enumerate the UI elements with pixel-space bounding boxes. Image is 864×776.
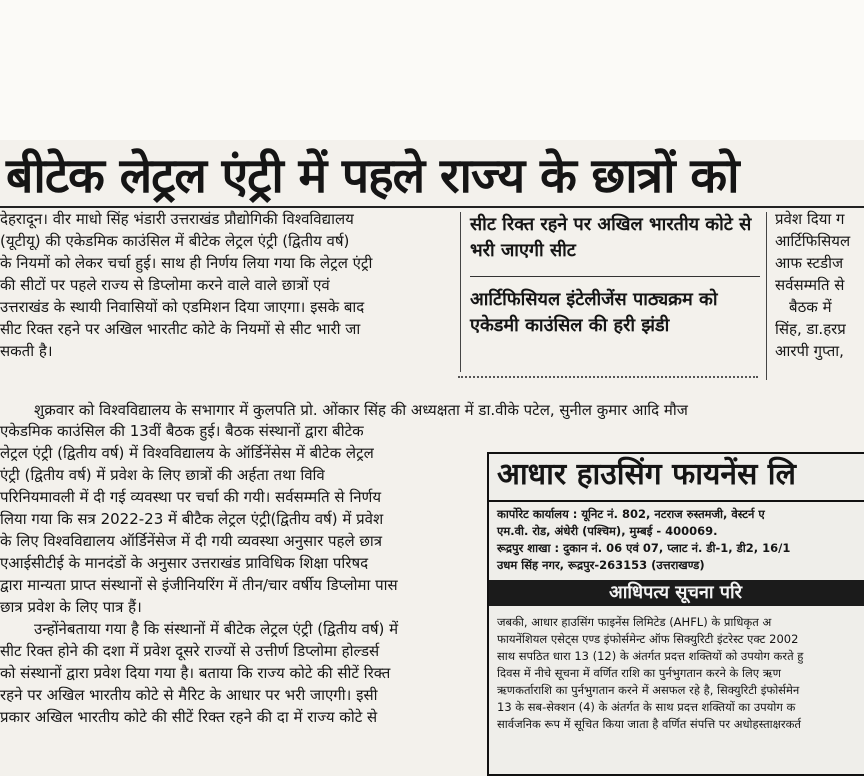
advertisement-box bbox=[487, 452, 864, 776]
text-line: उन्होंनेबताया गया है कि संस्थानों में बीटेक लेट्रल एंट्री (द्वितीय वर्ष) में bbox=[34, 620, 399, 638]
column-divider bbox=[766, 212, 767, 380]
text-line: रहने पर अखिल भारतीय कोटे से मैरिट के आधार पर भरी जाएगी। इसी bbox=[0, 686, 378, 704]
subheading-ai-course: आर्टिफिसियल इंटेलीजेंस पाठ्यक्रम को एकेडमी काउंसिल की हरी झंडी bbox=[470, 289, 718, 336]
text-line: आर्टिफिसियल bbox=[775, 232, 851, 250]
ad-body-line: सार्वजनिक रूप में सूचित किया जाता है वर्णित संपत्ति पर अधोहस्ताक्षरकर्त bbox=[497, 717, 801, 731]
text-line: प्रकार अखिल भारतीय कोटे की सीटें रिक्त रहने की दा में राज्य कोटे से bbox=[0, 708, 378, 726]
ad-notice-banner: आधिपत्य सूचना परि bbox=[489, 580, 864, 606]
text-line: के नियमों को लेकर चर्चा हुई। साथ ही निर्णय लिया गया कि लेट्रल एंट्री bbox=[0, 254, 373, 272]
text-line: की सीटों पर पहले राज्य से डिप्लोमा करने वाले वाले छात्रों एवं bbox=[0, 276, 330, 294]
text-line: सीट रिक्त होने की दशा में प्रवेश दूसरे राज्यों से उत्तीर्ण डिप्लोमा होल्डर्स bbox=[0, 642, 380, 660]
ad-address-line: एम.वी. रोड, अंधेरी (पश्चिम), मुम्बई - 400069. bbox=[497, 524, 718, 538]
text-line: एआईसीटीई के मानदंडों के अनुसार उत्तराखंड प्राविधिक शिक्षा परिषद bbox=[0, 554, 369, 572]
article-intro bbox=[0, 208, 458, 362]
text-line: एकेडमिक काउंसिल की 13वीं बैठक हुई। बैठक संस्थानों द्वारा बीटेक bbox=[0, 422, 364, 440]
text-line-wide: शुक्रवार को विश्वविद्यालय के सभागार में कुलपति प्रो. ओंकार सिंह की अध्यक्षता में डा.वीके पटेल, सुनील कुमार आदि मौज bbox=[34, 401, 688, 419]
ad-address-line: उधम सिंह नगर, रूद्रपुर-263153 (उत्तराखण्ड) bbox=[497, 558, 705, 572]
right-column-fragment bbox=[775, 208, 864, 362]
ad-body-line: फायनेंशियल एसेट्स एण्ड इंफोर्समेन्ट ऑफ सिक्युरिटी इंटरेस्ट एक्ट 2002 bbox=[497, 632, 799, 646]
article-body bbox=[0, 420, 470, 728]
ad-body-line: साथ सपठित धारा 13 (12) के अंतर्गत प्रदत्त शक्तियों को उपयोग करते हु bbox=[497, 649, 804, 663]
ad-divider bbox=[489, 500, 864, 502]
text-line: सीट रिक्त रहने पर अखिल भारतीट कोटे के नियमों से सीट भारी जा bbox=[0, 320, 361, 338]
text-line: देहरादून। वीर माधो सिंह भंडारी उत्तराखंड प्रौद्योगिकी विश्वविद्यालय bbox=[0, 210, 354, 228]
headline: बीटेक लेट्रल एंट्री में पहले राज्य के छात्रों को bbox=[6, 148, 739, 204]
subheading-quota: सीट रिक्त रहने पर अखिल भारतीय कोटे से भरी जाएगी सीट bbox=[470, 214, 752, 261]
text-line: उत्तराखंड के स्थायी निवासियों को एडमिशन दिया जाएगा। इसके बाद bbox=[0, 298, 365, 316]
dotted-divider bbox=[458, 376, 758, 378]
subheadings bbox=[470, 212, 760, 339]
ad-body-line: 13 के सब-सेक्शन (4) के अंतर्गत के साथ प्रदत्त शक्तियों का उपयोग क bbox=[497, 700, 796, 714]
ad-body-line: दिवस में नीचे सूचना में वर्णित राशि का पुर्नभुगतान करने के लिए ऋण bbox=[497, 666, 781, 680]
text-line: सिंह, डा.हरप्र bbox=[775, 320, 846, 338]
ad-body-line: जबकी, आधार हाउसिंग फाइनेंस लिमिटेड (AHFL) के प्राधिकृत अ bbox=[497, 615, 772, 629]
text-line: आरपी गुप्ता, bbox=[775, 342, 844, 360]
text-line: आफ स्टडीज bbox=[775, 254, 844, 272]
column-divider bbox=[460, 212, 461, 372]
ad-body-line: ऋणकर्ताराशि का पुर्नभुगतान करने में असफल रहे है, सिक्युरिटी इंफोर्समेन bbox=[497, 683, 800, 697]
ad-company-title: आधार हाउसिंग फायनेंस लि bbox=[497, 457, 796, 492]
text-line: लेट्रल एंट्री (द्वितीय वर्ष) में विश्वविद्यालय के ऑर्डिनेंसेस में बीटेक लेट्रल bbox=[0, 444, 374, 462]
text-line: सर्वसम्मति से bbox=[775, 276, 845, 294]
ad-address-line: रूद्रपुर शाखा : दुकान नं. 06 एवं 07, प्लाट नं. डी-1, डी2, 16/1 bbox=[497, 541, 791, 555]
subheading-divider bbox=[470, 276, 760, 277]
ad-address-line: कार्पोरेट कार्यालय : यूनिट नं. 802, नटराज रुस्तमजी, वेस्टर्न ए bbox=[497, 507, 765, 521]
text-line: परिनियमावली में दी गई व्यवस्था पर चर्चा की गयी। सर्वसम्मति से निर्णय bbox=[0, 488, 382, 506]
text-line: छात्र प्रवेश के लिए पात्र हैं। bbox=[0, 598, 142, 616]
text-line: (यूटीयू) की एकेडमिक काउंसिल में बीटेक लेट्रल एंट्री (द्वितीय वर्ष) bbox=[0, 232, 350, 250]
text-line: प्रवेश दिया ग bbox=[775, 210, 845, 228]
text-line: लिया गया कि सत्र 2022-23 में बीटैक लेट्रल एंट्री(द्वितीय वर्ष) में प्रवेश bbox=[0, 510, 384, 528]
text-line: बैठक में bbox=[789, 298, 832, 316]
text-line: एंट्री (द्वितीय वर्ष) में प्रवेश के लिए छात्रों की अर्हता तथा विवि bbox=[0, 466, 325, 484]
text-line: द्वारा मान्यता प्राप्त संस्थानों से इंजीनियरिंग में तीन/चार वर्षीय डिप्लोमा पास bbox=[0, 576, 398, 594]
text-line: के लिए विश्वविद्यालय ऑर्डिनेंसेज में दी गयी व्यवस्था अनुसार पहले छात्र bbox=[0, 532, 383, 550]
blank-top-margin bbox=[0, 0, 864, 140]
text-line: को संस्थानों द्वारा प्रवेश दिया गया है। बताया कि राज्य कोटे की सीटें रिक्त bbox=[0, 664, 391, 682]
text-line: सकती है। bbox=[0, 342, 53, 360]
